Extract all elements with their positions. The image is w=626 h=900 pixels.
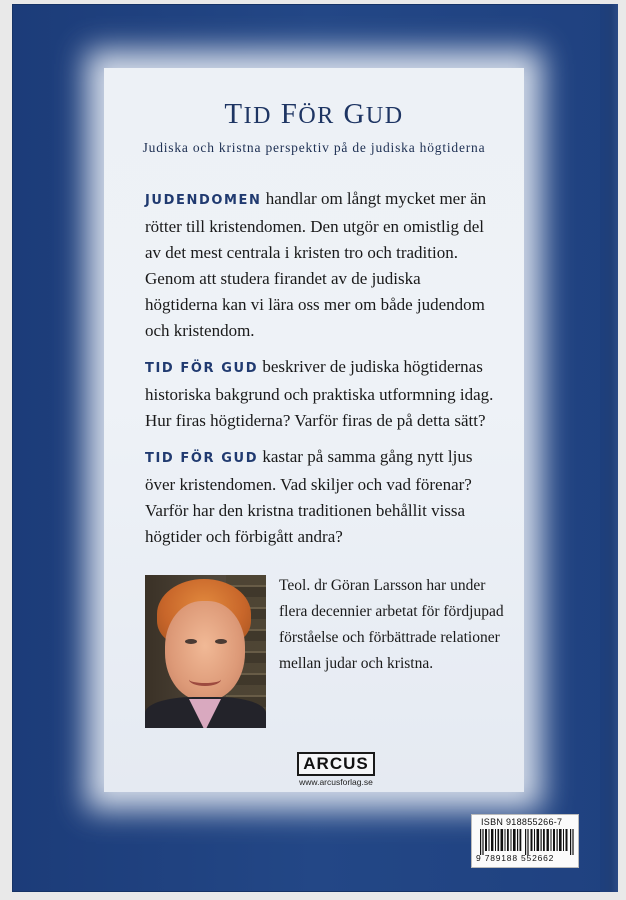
author-bio: Teol. dr Göran Larsson har under flera decennier arbetat för fördjupad förståelse och förbättrade relationer mellan judar och kristna. xyxy=(279,577,504,672)
title-rest: ID xyxy=(243,103,272,129)
title-initial: G xyxy=(343,98,366,130)
text-panel xyxy=(104,68,524,792)
author-photo xyxy=(145,575,266,728)
publisher-url: www.arcusforlag.se xyxy=(299,777,373,787)
cover-edge xyxy=(600,4,618,892)
author-smile xyxy=(189,673,221,686)
paragraph-text: handlar om långt mycket mer än rötter till kristendomen. Den utgör en omistlig del av det mest centrala i kristen tro och tradition. Genom att studera firandet av de judiska högtiderna kan vi lära oss mer om både judendom och kristendom. xyxy=(145,189,487,340)
paragraph-text: kastar på samma gång nytt ljus över kristendomen. Vad skiljer och vad förenar? Varför har den kristna traditionen behållit vissa högtider och förbigått andra? xyxy=(145,447,473,546)
title-rest: ÖR xyxy=(298,103,335,129)
paragraph-keyword: JUDENDOMEN xyxy=(145,193,262,208)
title-rest: UD xyxy=(365,103,404,129)
barcode-number: 9 789188 552662 xyxy=(476,853,555,863)
author-face xyxy=(165,601,245,701)
blurb xyxy=(145,186,495,560)
title-initial: F xyxy=(280,98,299,130)
author-eye xyxy=(215,639,227,644)
barcode-label xyxy=(471,814,579,868)
publisher-logo xyxy=(291,752,381,787)
barcode-icon xyxy=(480,829,576,855)
author-eye xyxy=(185,639,197,644)
book-back-cover xyxy=(12,4,618,892)
book-title xyxy=(104,98,524,131)
paragraph-text: beskriver de judiska högtidernas historiska bakgrund och praktiska utformning idag. Hur firas högtiderna? Varför firas de på detta sätt? xyxy=(145,357,494,430)
blurb-paragraph xyxy=(145,186,495,344)
title-initial: T xyxy=(224,98,244,130)
paragraph-keyword: TID FÖR GUD xyxy=(145,361,259,376)
paragraph-keyword: TID FÖR GUD xyxy=(145,451,259,466)
book-subtitle: Judiska och kristna perspektiv på de judiska högtiderna xyxy=(142,140,486,155)
blurb-paragraph xyxy=(145,354,495,434)
isbn-text: ISBN 918855266-7 xyxy=(481,817,563,827)
blurb-paragraph xyxy=(145,444,495,550)
publisher-logo-text: ARCUS xyxy=(297,752,374,776)
